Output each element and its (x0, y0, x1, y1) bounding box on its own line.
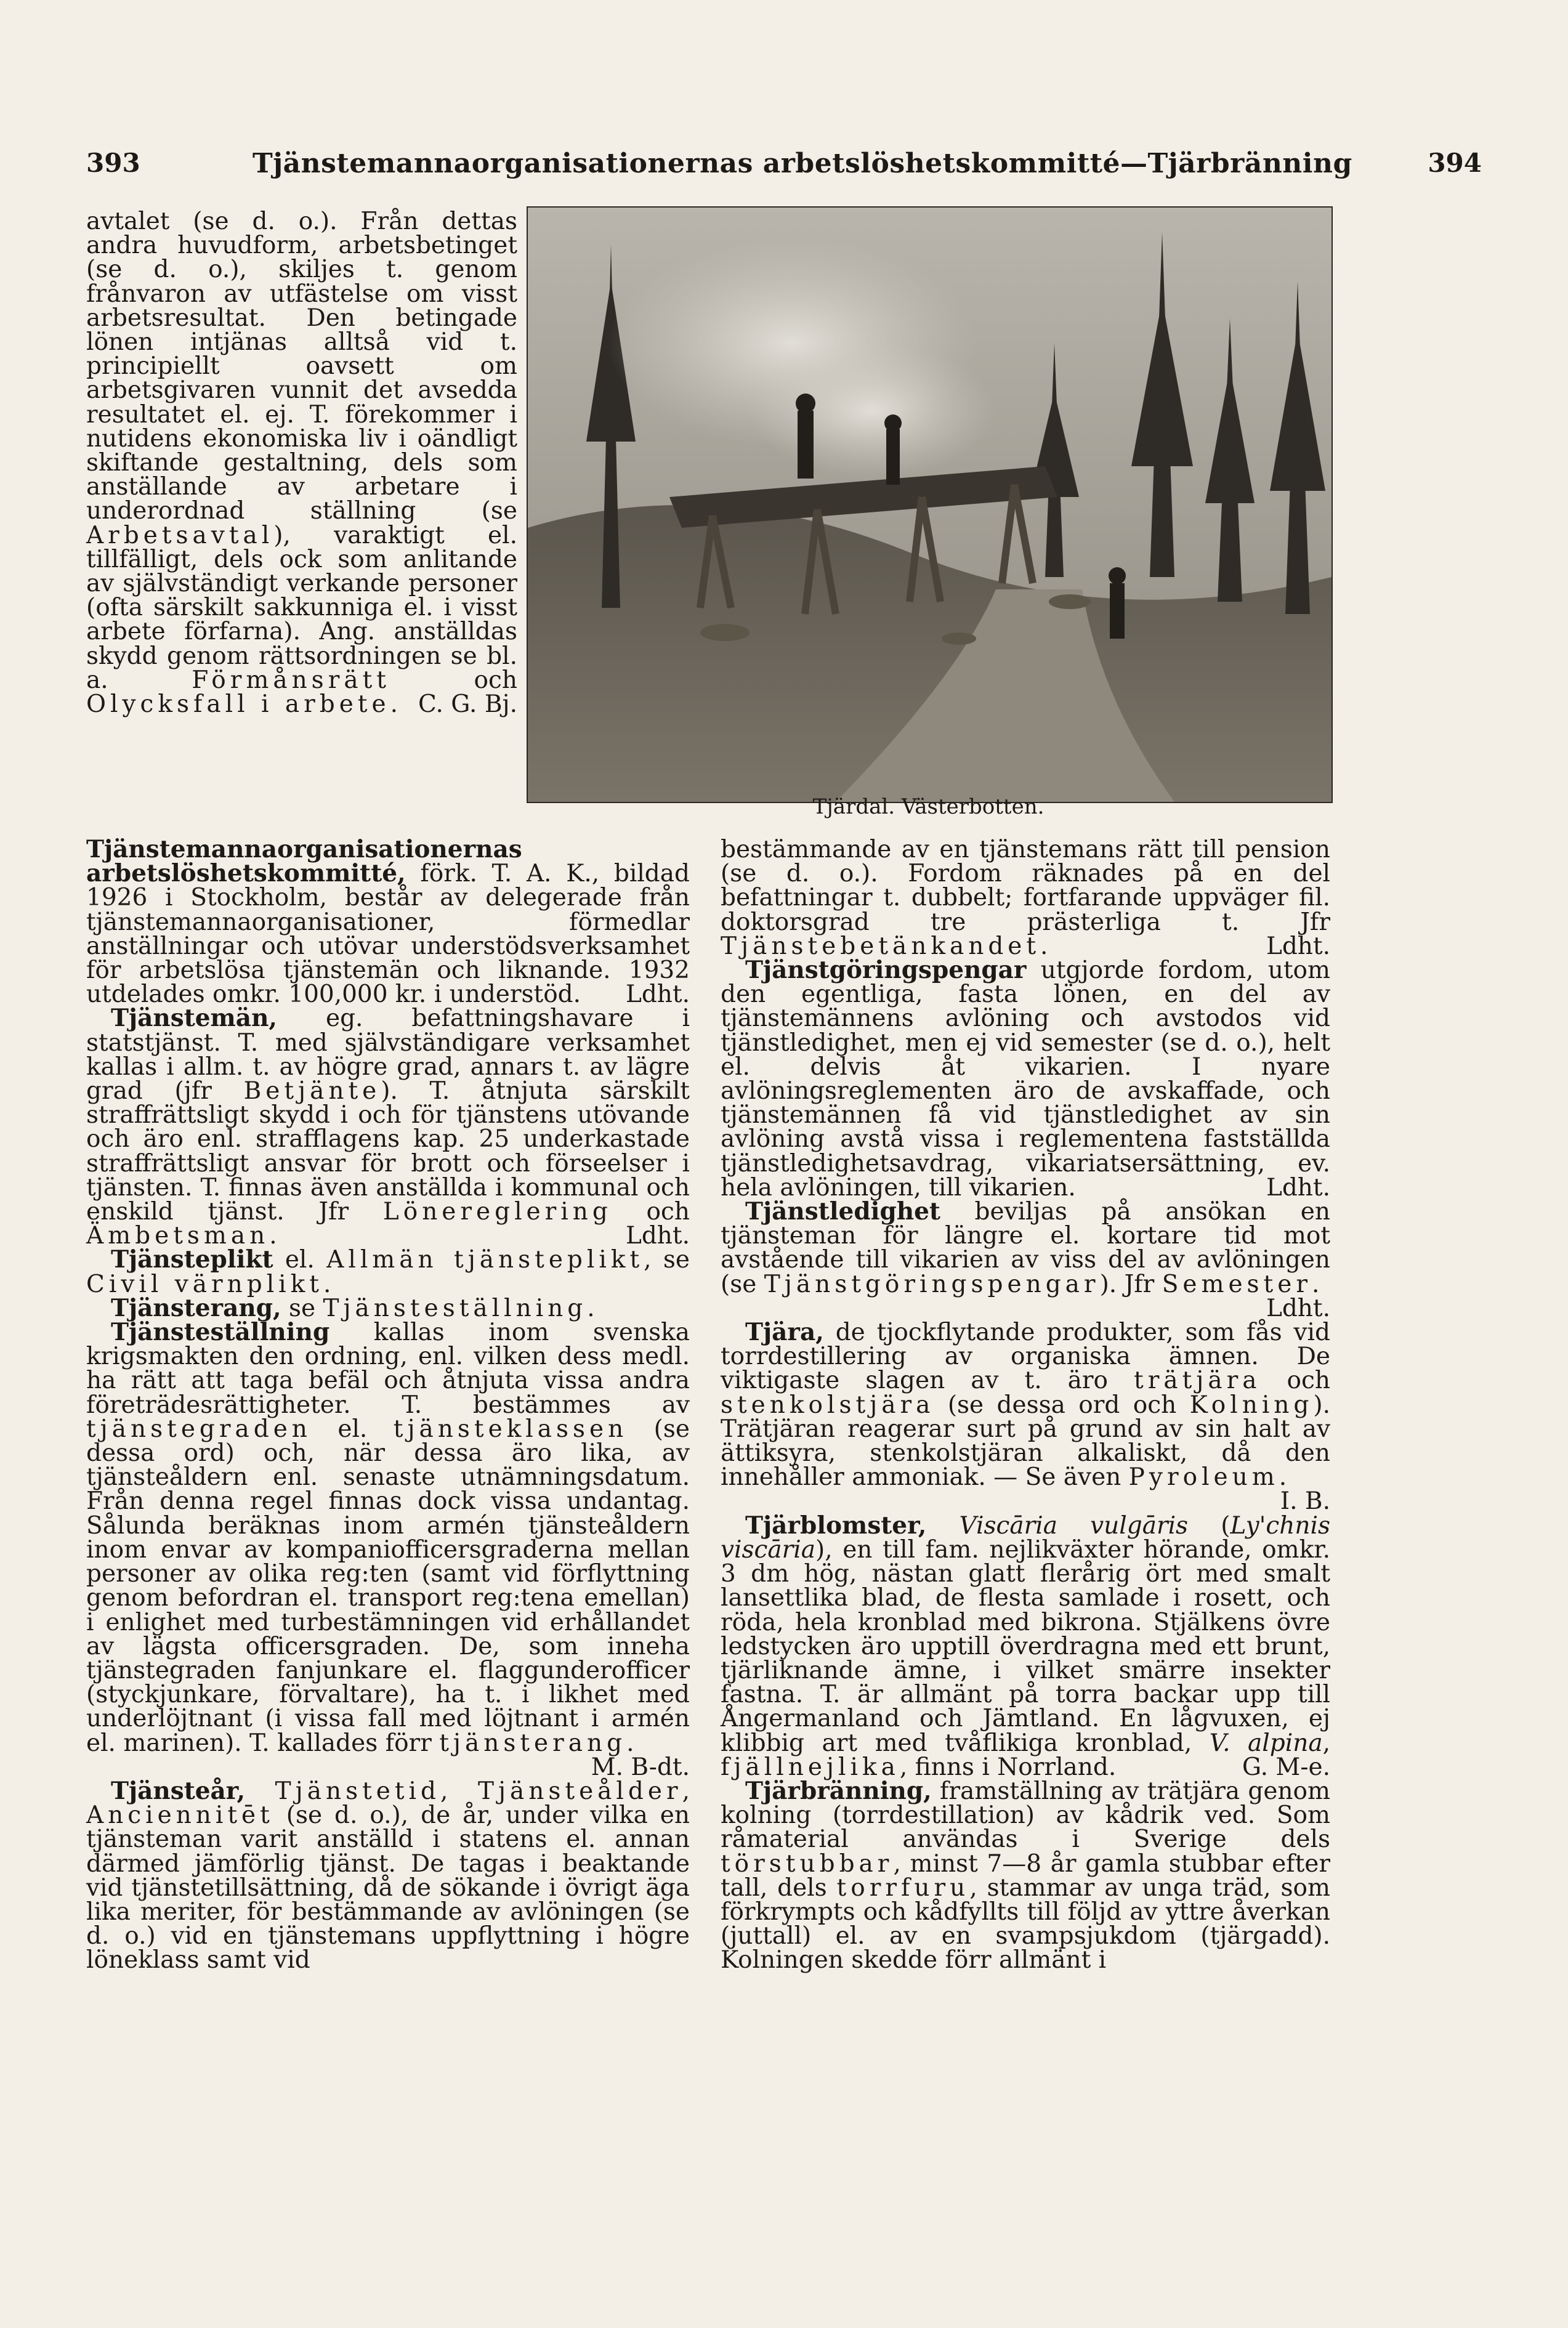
entry-tjarbranning (721, 1776, 1330, 1974)
entry-body: . (626, 1729, 634, 1757)
entry-body: kallas inom svenska krigsmakten den ordning, enl. vilken dess medl. ha rätt att taga befäl och åtnjuta vissa andra företrädesrättigheter. T. bestämmes av (86, 1319, 690, 1419)
entry-body: ). Jfr (1099, 1270, 1162, 1298)
page-header (86, 148, 1482, 191)
entry-body: framställning av trätjära genom kolning (torrdestillation) av kådrik ved. Som råmaterial användas i Sverige dels (721, 1777, 1330, 1854)
entry-body: och (1261, 1367, 1330, 1395)
text-run: avtalet (se d. o.). Från dettas andra huvudform, arbetsbetinget (se d. o.), skiljes t. genom frånvaron av utfästelse om visst arbetsresultat. Den betingade lönen intjänas alltså vid t. principiellt oavsett om arbetsgivaren vunnit det avsedda resultatet el. ej. T. förekommer i nutidens ekonomiska liv i oändligt skiftande gestaltning, dels som anställande av arbetare i underordnad ställning (se (86, 208, 517, 525)
entry-body: ( (1188, 1511, 1231, 1540)
author-signature: C. G. Bj. (418, 690, 517, 719)
entry-body: . (1279, 1463, 1287, 1492)
figure-caption: Tjärdal. Västerbotten. (812, 794, 1045, 819)
cross-reference: Ämbetsman (86, 1222, 270, 1250)
cross-reference: Kolning (1189, 1391, 1314, 1419)
entry-tjansterang (86, 1293, 690, 1322)
latin-name: V. alpina (1209, 1729, 1323, 1757)
entry-body: . (269, 1222, 277, 1250)
entry-headword: Tjänsteår, (111, 1776, 246, 1805)
entry-headword: Tjänsterang, (111, 1293, 281, 1322)
entry-body: , finns i Norrland. (899, 1753, 1117, 1781)
cross-reference: Pyroleum (1128, 1463, 1279, 1492)
text-run: och (390, 666, 518, 694)
cross-reference: Civil värnplikt (86, 1270, 323, 1298)
entry-body: , se (644, 1246, 690, 1274)
entry-body: el. (311, 1415, 394, 1443)
author-signature: Ldht. (1266, 1294, 1330, 1322)
cross-reference: Tjänsteställning (323, 1294, 588, 1322)
photo-illustration (528, 208, 1332, 802)
entry-body: ). T. åtnjuta särskilt straffrättsligt skydd i och för tjänstens utövande och äro enl. strafflagens kap. 25 underkastade straffrättsligt ansvar för brott och förseelser i tjänsten. T. finnas även anställda i kommunal och enskild tjänst. Jfr (86, 1077, 690, 1226)
entry-body: . (1040, 932, 1048, 960)
entry-headword: Tjärbränning, (745, 1776, 932, 1805)
cross-reference: tjänsteklassen (393, 1415, 628, 1443)
author-signature: Ldht. (1266, 1173, 1330, 1202)
entry-body: , (682, 1777, 690, 1805)
right-column (721, 838, 1330, 1973)
entry-body: , (1322, 1729, 1330, 1757)
entry-body: (se d. o.), de år, under vilka en tjänsteman varit anställd i statens el. annan därmed jämförlig tjänst. De tagas i beaktande vid tjänstetillsättning, då de sökande i övrigt äga lika meriter, för bestämmande av avlöningen (se d. o.) vid en tjänstemans uppflyttning i högre löneklass samt vid (86, 1801, 690, 1974)
cross-reference: torrfuru (836, 1873, 970, 1902)
entry-body: , (440, 1777, 478, 1805)
cross-reference: trätjära (1134, 1367, 1261, 1395)
entry-body: el. (273, 1246, 327, 1274)
cross-reference: Anciennitēt (86, 1801, 274, 1830)
entry-tjansteman (86, 1006, 690, 1248)
text-run: . (390, 690, 398, 719)
entry-headword: Tjänsteplikt (111, 1245, 273, 1274)
latin-name: Ly'chnis viscāria (721, 1511, 1330, 1564)
author-signature: G. M-e. (1242, 1753, 1330, 1781)
entry-headword: Tjärblomster, (745, 1511, 927, 1540)
entry-headword: Tjänstledighet (745, 1197, 940, 1226)
entry-tjansteplikt (86, 1245, 690, 1298)
intro-text-block (86, 208, 518, 719)
entry-body: . (587, 1294, 595, 1322)
entry-tjanstestallning (86, 1320, 690, 1779)
photograph-tar-kiln (527, 206, 1333, 803)
entry-headword: Tjänstemannaorganisationernas arbetslöshetskommitté, (86, 835, 522, 888)
entry-body: , stammar av unga träd, som förkrympts och kådfyllts till följd av yttre åverkan (juttall) el. av en svampsjukdom (tjärgadd). Kolningen skedde förr allmänt i (721, 1873, 1330, 1974)
entry-body: de tjockflytande produkter, som fås vid torrdestillering av organiska ämnen. De viktigaste slagen av t. äro (721, 1319, 1330, 1395)
entry-tjara (721, 1320, 1330, 1514)
cross-reference: Lönereglering (382, 1198, 612, 1226)
latin-name: Viscāria vulgāris (926, 1511, 1189, 1540)
entry-tjanstledighet (721, 1197, 1330, 1322)
entry-tjanstemannaorganisationernas (86, 835, 690, 1009)
entry-body: ), en till fam. nejlikväxter hörande, omkr. 3 dm hög, nästan glatt flerårig ört med smalt lansettlika blad, de flesta samlade i rosett, och röda, hela kronblad med bikrona. Stjälkens övre ledstycken äro upptill överdragna med ett brunt, tjärliknande ämne, i vilket smärre insekter fastna. T. är allmänt på torra backar upp till Ångermanland och Jämtland. En lågvuxen, ej klibbig art med tvåflikiga kronblad, (721, 1535, 1330, 1757)
cross-reference: Olycksfall i arbete (86, 690, 390, 719)
entry-body: bestämmande av en tjänstemans rätt till pension (se d. o.). Fordom räknades på en del befattningar t. dubbelt; fortfarande uppväger fil. doktorsgrad tre prästerliga t. Jfr (721, 836, 1330, 936)
entry-body: . (323, 1270, 331, 1298)
running-title: Tjänstemannaorganisationernas arbetslöshetskommitté—Tjärbränning (253, 148, 1352, 179)
cross-reference: Arbetsavtal (86, 521, 274, 549)
cross-reference: fjällnejlika (721, 1753, 900, 1781)
entry-headword: Tjänstgöringspengar (745, 956, 1027, 985)
entry-body: beviljas på ansökan en tjänsteman för längre el. kortare tid mot avstående till vikarien av viss del av avlöningen (se (721, 1198, 1330, 1298)
entry-body: utgjorde fordom, utom den egentliga, fasta lönen, en del av tjänstemännens avlöning och avstodos vid tjänstledighet, men ej vid semester (se d. o.), helt el. delvis åt vikarien. I nyare avlöningsreglementen äro de avskaffade, och tjänstemännen få vid tjänstledighet av sin avlöning avstå vissa i reglementena fastställda tjänstledighetsavdrag, vikariatsersättning, ev. hela avlöningen, till vikarien. (721, 956, 1330, 1202)
entry-body: ). Trätjäran reagerar surt på grund av sin halt av ättiksyra, stenkolstjäran alkaliskt, då den innehåller ammoniak. — Se även (721, 1391, 1330, 1492)
author-signature: I. B. (1280, 1487, 1330, 1516)
entry-body: . (1311, 1270, 1320, 1298)
author-signature: Ldht. (625, 1222, 690, 1250)
cross-reference: stenkolstjära (721, 1391, 935, 1419)
cross-reference: Tjänstetid (275, 1777, 440, 1805)
entry-body: förk. T. A. K., bildad 1926 i Stockholm, består av delegerade från tjänstemannaorganisationer, förmedlar anställningar och utövar understödsverksamhet för arbetslösa tjänstemän och liknande. 1932 utdelades omkr. 100,000 kr. i understöd. (86, 860, 690, 1009)
entry-body: eg. befattningshavare i statstjänst. T. med självständigare verksamhet kallas i allm. t. av högre grad, annars t. av lägre grad (jfr (86, 1004, 690, 1105)
page-number-left: 393 (86, 148, 140, 178)
cross-reference: Förmånsrätt (192, 666, 390, 694)
author-signature: Ldht. (625, 980, 690, 1009)
cross-reference: Tjänstebetänkandet (721, 932, 1041, 960)
page-number-right: 394 (1428, 148, 1482, 178)
cross-reference: törstubbar (721, 1849, 894, 1878)
author-signature: Ldht. (1266, 932, 1330, 960)
entry-body: och (612, 1198, 690, 1226)
continued-entry (721, 838, 1330, 958)
entry-tjanstgoringspengar (721, 958, 1330, 1200)
entry-tjanstear (86, 1776, 690, 1974)
author-signature: M. B-dt. (591, 1753, 690, 1781)
entry-body: (se dessa ord) och, när dessa äro lika, av tjänsteåldern enl. senaste utnämningsdatum. Från denna regel finnas dock vissa undantag. Sålunda beräknas inom armén tjänsteåldern inom envar av kompaniofficersgraderna mellan personer av olika reg:ten (samt vid förflyttning genom befordran el. transport reg:tena emellan) i enlighet med turbestämningen vid erhållandet av lägsta officersgraden. De, som inneha tjänstegraden fanjunkare el. flaggunderofficer (styckjunkare, förvaltare), ha t. i likhet med underlöjtnant (i vissa fall med löjtnant i armén el. marinen). T. kallades förr (86, 1415, 690, 1757)
cross-reference: Betjänte (243, 1077, 381, 1105)
entry-body: se (281, 1294, 323, 1322)
text-run: ), varaktigt el. tillfälligt, dels ock som anlitande av självständigt verkande personer (ofta särskilt sakkunniga el. i visst arbete förfarna). Ang. anställdas skydd genom rättsordningen se bl. a. (86, 521, 517, 694)
cross-reference: Semester (1162, 1270, 1312, 1298)
entry-headword: Tjänstemän, (111, 1004, 278, 1033)
entry-tjarblomster (721, 1511, 1330, 1781)
left-column (86, 835, 690, 1974)
cross-reference: tjänsterang (439, 1729, 627, 1757)
entry-headword: Tjära, (745, 1318, 824, 1347)
entry-headword: Tjänsteställning (111, 1318, 330, 1347)
entry-body: (se dessa ord och (934, 1391, 1190, 1419)
entry-body: , minst 7—8 år gamla stubbar efter tall, dels (721, 1849, 1330, 1902)
cross-reference: Tjänsteålder (477, 1777, 682, 1805)
cross-reference: Allmän tjänsteplikt (326, 1246, 644, 1274)
cross-reference: Tjänstgöringspengar (764, 1270, 1100, 1298)
cross-reference: tjänstegraden (86, 1415, 312, 1443)
continued-entry (86, 208, 518, 719)
